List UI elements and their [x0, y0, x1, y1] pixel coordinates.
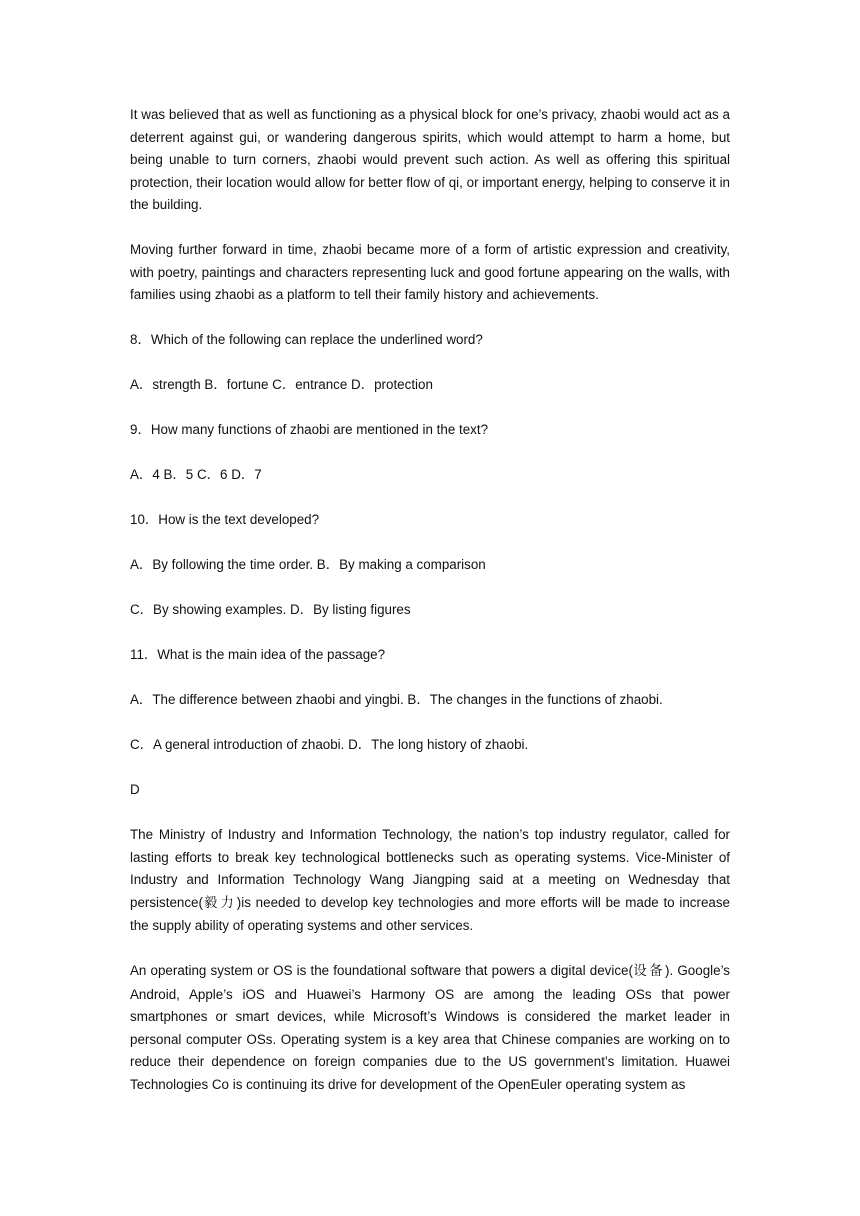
question-options: A．4 B．5 C．6 D．7: [130, 467, 262, 482]
question-options: C．A general introduction of zhaobi. D．The long history of zhaobi.: [130, 737, 529, 752]
question-options: A．strength B．fortune C．entrance D．protection: [130, 377, 433, 392]
question-options: C．By showing examples. D．By listing figures: [130, 602, 411, 617]
question-11: [130, 644, 730, 757]
question-options: A．By following the time order. B．By making a comparison: [130, 557, 486, 572]
paragraph-text: An operating system or OS is the foundational software that powers a digital device(: [130, 963, 633, 978]
chinese-gloss: 毅力: [202, 895, 237, 911]
question-stem: 11．What is the main idea of the passage?: [130, 647, 386, 662]
question-stem: 9．How many functions of zhaobi are mentioned in the text?: [130, 422, 489, 437]
passage-c-paragraph-2: Moving further forward in time, zhaobi became more of a form of artistic expression and creativity, with poetry, paintings and characters representing luck and good fortune appearing on the walls, with families using zhaobi as a platform to tell their family history and achievements.: [130, 242, 730, 302]
section-d-paragraph-2: [130, 960, 730, 1096]
chinese-gloss: 设备: [632, 964, 666, 979]
paragraph-text: The Ministry of Industry and Information Technology, the nation’s top industry regulator, called for lasting efforts to break key technological bottlenecks such as operating systems. Vice-Minister of Industry and Information Technology Wang Jiangping said at a meeting on Wednesday that persistence(: [130, 827, 730, 910]
question-9: [130, 419, 730, 487]
question-10: [130, 509, 730, 622]
question-8: [130, 329, 730, 397]
document-page: [130, 104, 730, 1119]
section-d-heading: D: [130, 782, 140, 797]
question-stem: 10．How is the text developed?: [130, 512, 320, 527]
paragraph-text: ). Google’s Android, Apple’s iOS and Huawei’s Harmony OS are among the leading OSs that power smartphones or smart devices, while Microsoft’s Windows is considered the market leader in personal computer OSs. Operating system is a key area that Chinese companies are working on to reduce their dependence on foreign companies due to the US government’s limitation. Huawei Technologies Co is continuing its drive for development of the OpenEuler operating system as: [130, 963, 730, 1092]
question-options: A．The difference between zhaobi and yingbi. B．The changes in the functions of zhaobi.: [130, 692, 663, 707]
passage-c-paragraph-1: It was believed that as well as functioning as a physical block for one’s privacy, zhaobi would act as a deterrent against gui, or wandering dangerous spirits, which would attempt to harm a home, but being unable to turn corners, zhaobi would prevent such action. As well as offering this spiritual protection, their location would allow for better flow of qi, or important energy, helping to conserve it in the building.: [130, 107, 730, 212]
paragraph-text: )is needed to develop key technologies and more efforts will be made to increase the supply ability of operating systems and other services.: [130, 894, 730, 933]
question-stem: 8．Which of the following can replace the underlined word?: [130, 332, 483, 347]
section-d-paragraph-1: [130, 824, 730, 938]
